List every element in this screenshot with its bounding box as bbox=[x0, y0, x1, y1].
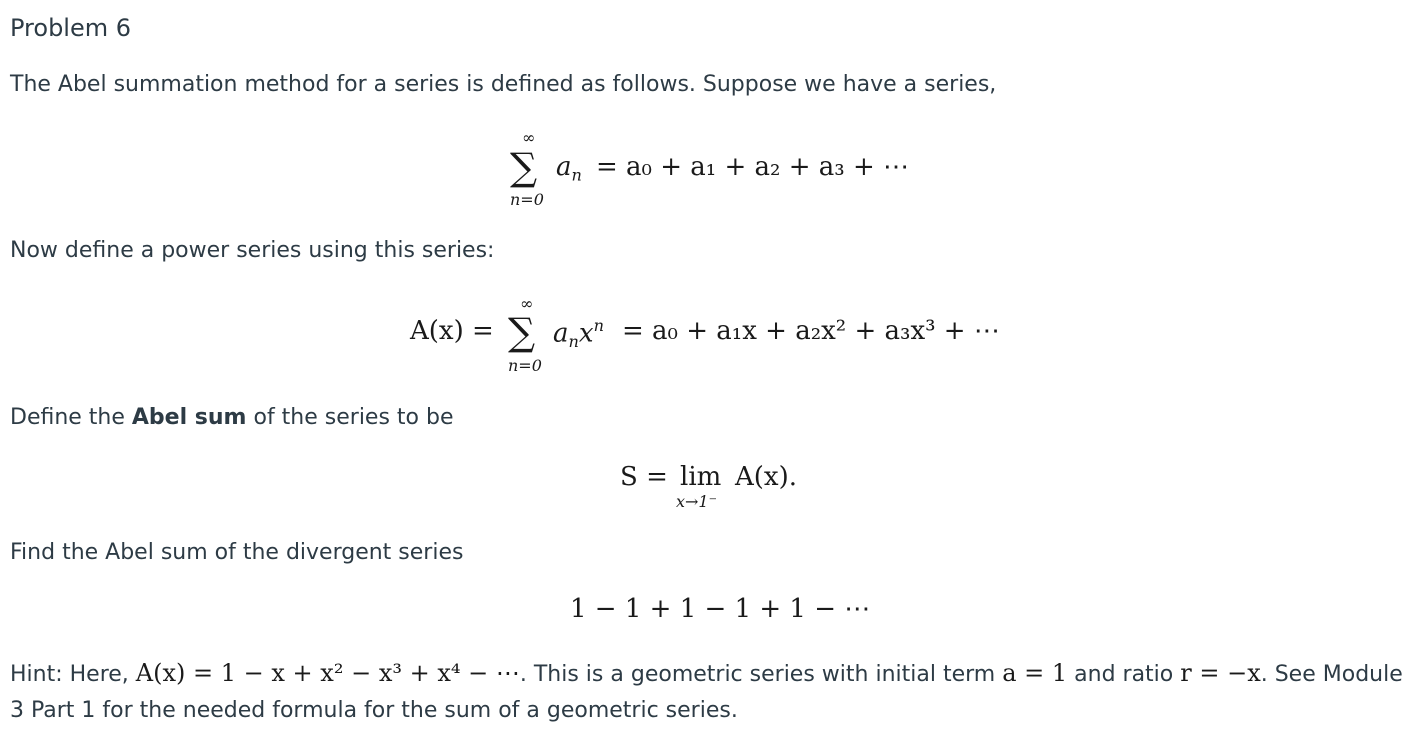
sum-term: $a_n$ bbox=[556, 152, 582, 185]
hint-math-initial-term: a = 1 bbox=[1002, 659, 1068, 687]
limit-rhs: A(x). bbox=[735, 462, 797, 492]
divergent-series-equation: 1 − 1 + 1 − 1 + 1 − ⋯ bbox=[570, 594, 871, 624]
sum-term: $a_nx^n$ bbox=[553, 316, 604, 352]
hint-mid2: and ratio bbox=[1067, 662, 1181, 687]
divergent-series-paragraph: Find the Abel sum of the divergent series bbox=[10, 540, 464, 565]
abel-sum-post: of the series to be bbox=[246, 405, 454, 430]
abel-sum-paragraph bbox=[10, 404, 454, 432]
sigma-symbol: ∑ bbox=[508, 310, 536, 354]
limit-lhs: S = bbox=[620, 462, 668, 492]
hint-paragraph bbox=[10, 655, 1404, 729]
power-series-expansion: = a₀ + a₁x + a₂x² + a₃x³ + ⋯ bbox=[622, 316, 1000, 346]
sum-upper-limit: ∞ bbox=[522, 128, 536, 147]
intro-paragraph: The Abel summation method for a series is defined as follows. Suppose we have a series, bbox=[10, 72, 997, 97]
limit-subscript: x→1⁻ bbox=[676, 492, 718, 511]
power-series-lhs: A(x) = bbox=[410, 316, 494, 346]
series-expansion: = a₀ + a₁ + a₂ + a₃ + ⋯ bbox=[596, 152, 910, 182]
hint-pre: Hint: Here, bbox=[10, 662, 136, 687]
hint-mid1: . This is a geometric series with initial term bbox=[519, 662, 1003, 687]
problem-title: Problem 6 bbox=[10, 14, 132, 42]
hint-math-series: A(x) = 1 − x + x² − x³ + x⁴ − ⋯ bbox=[135, 659, 520, 687]
limit-operator: lim bbox=[680, 462, 722, 492]
sigma-symbol: ∑ bbox=[510, 145, 538, 189]
abel-sum-term: Abel sum bbox=[131, 405, 247, 430]
power-series-paragraph: Now define a power series using this series: bbox=[10, 238, 495, 263]
sum-lower-limit: n=0 bbox=[510, 190, 544, 209]
sum-lower-limit: n=0 bbox=[508, 356, 542, 375]
abel-sum-pre: Define the bbox=[10, 405, 132, 430]
sum-upper-limit: ∞ bbox=[520, 294, 534, 313]
hint-post: . See Module 3 Part 1 for the needed formula for the sum of a geometric series. bbox=[10, 662, 1403, 723]
hint-math-ratio: r = −x bbox=[1180, 659, 1261, 687]
